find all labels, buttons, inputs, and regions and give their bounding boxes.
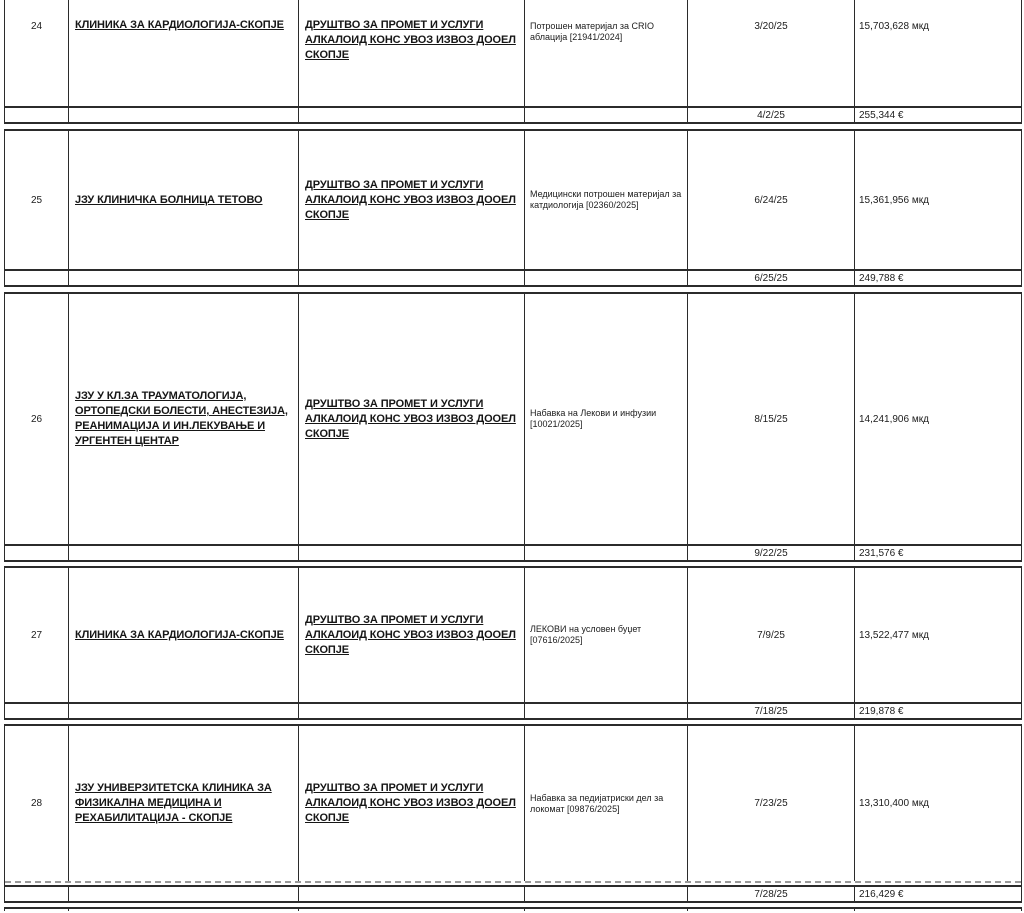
contract-date: 7/23/25: [688, 726, 855, 881]
institution-link[interactable]: ЈЗУ КЛИНИЧКА БОЛНИЦА ТЕТОВО: [75, 193, 263, 206]
empty-cell: [299, 887, 525, 901]
contract-main-row: [5, 726, 1021, 883]
row-number: 25: [5, 131, 69, 269]
empty-cell: [69, 909, 299, 911]
payment-date: 7/28/25: [688, 887, 855, 901]
row-number: 27: [5, 568, 69, 702]
empty-cell: [5, 704, 69, 718]
empty-cell: [688, 909, 855, 911]
row-number: 28: [5, 726, 69, 881]
company-link[interactable]: ДРУШТВО ЗА ПРОМЕТ И УСЛУГИ АЛКАЛОИД КОНС УВОЗ ИЗВОЗ ДООЕЛ СКОПЈЕ: [305, 613, 516, 656]
contract-amount-mkd: 15,361,956 мкд: [859, 194, 929, 206]
empty-cell: [855, 909, 1021, 911]
payment-date: 6/25/25: [688, 271, 855, 285]
institution-cell: [69, 726, 299, 881]
company-cell: [299, 294, 525, 544]
payment-amount-eur: 255,344 €: [859, 109, 904, 121]
table-row-block-partial: [4, 907, 1022, 911]
institution-cell: [69, 568, 299, 702]
company-link[interactable]: ДРУШТВО ЗА ПРОМЕТ И УСЛУГИ АЛКАЛОИД КОНС УВОЗ ИЗВОЗ ДООЕЛ СКОПЈЕ: [305, 19, 516, 61]
company-link[interactable]: ДРУШТВО ЗА ПРОМЕТ И УСЛУГИ АЛКАЛОИД КОНС УВОЗ ИЗВОЗ ДООЕЛ СКОПЈЕ: [305, 178, 516, 221]
contract-description: ЛЕКОВИ на условен буџет [07616/2025]: [525, 568, 688, 702]
contract-date: 3/20/25: [688, 0, 855, 106]
empty-cell: [299, 108, 525, 122]
contract-description: Медицински потрошен материјал за катдиологија [02360/2025]: [525, 131, 688, 269]
contract-main-row: [5, 909, 1021, 911]
contract-description: Потрошен материјал за CRIO аблација [21941/2024]: [525, 0, 688, 106]
company-cell: [299, 726, 525, 881]
empty-cell: [5, 909, 69, 911]
company-cell: [299, 0, 525, 106]
payment-amount-eur: 249,788 €: [859, 272, 904, 284]
empty-cell: [525, 704, 688, 718]
table-row-block: [4, 724, 1022, 903]
payment-date: 7/18/25: [688, 704, 855, 718]
payment-sub-row: [5, 106, 1021, 122]
empty-cell: [69, 887, 299, 901]
contract-description: Набавка на Лекови и инфузии [10021/2025]: [525, 294, 688, 544]
contract-main-row: [5, 0, 1021, 106]
institution-cell: [69, 131, 299, 269]
empty-cell: [299, 271, 525, 285]
institution-link[interactable]: ЈЗУ У КЛ.ЗА ТРАУМАТОЛОГИЈА, ОРТОПЕДСКИ БОЛЕСТИ, АНЕСТЕЗИЈА, РЕАНИМАЦИЈА И ИН.ЛЕКУВАЊЕ И УРГЕНТЕН ЦЕНТАР: [75, 390, 288, 447]
empty-cell: [525, 546, 688, 560]
empty-cell: [5, 546, 69, 560]
payment-amount-eur: 231,576 €: [859, 547, 904, 559]
company-link[interactable]: ДРУШТВО ЗА ПРОМЕТ И УСЛУГИ АЛКАЛОИД КОНС УВОЗ ИЗВОЗ ДООЕЛ СКОПЈЕ: [305, 397, 516, 440]
table-row-block: [4, 566, 1022, 720]
row-number: 24: [5, 0, 69, 106]
institution-link[interactable]: ЈЗУ УНИВЕРЗИТЕТСКА КЛИНИКА ЗА ФИЗИКАЛНА МЕДИЦИНА И РЕХАБИЛИТАЦИЈА - СКОПЈЕ: [75, 782, 272, 824]
payment-sub-row: [5, 544, 1021, 560]
empty-cell: [69, 546, 299, 560]
contract-date: 7/9/25: [688, 568, 855, 702]
contract-main-row: [5, 131, 1021, 269]
institution-cell: [69, 294, 299, 544]
empty-cell: [69, 108, 299, 122]
contract-description: Набавка за педијатриски дел за локомат [09876/2025]: [525, 726, 688, 881]
empty-cell: [525, 108, 688, 122]
empty-cell: [299, 909, 525, 911]
contract-amount-mkd: 15,703,628 мкд: [859, 21, 929, 32]
payment-sub-row: [5, 885, 1021, 901]
company-cell: [299, 568, 525, 702]
payment-amount-eur: 216,429 €: [859, 888, 904, 900]
contract-amount-mkd: 14,241,906 мкд: [859, 413, 929, 425]
empty-cell: [5, 108, 69, 122]
contract-amount-mkd: 13,522,477 мкд: [859, 629, 929, 641]
payment-sub-row: [5, 269, 1021, 285]
empty-cell: [69, 704, 299, 718]
contract-main-row: [5, 568, 1021, 702]
contract-date: 8/15/25: [688, 294, 855, 544]
empty-cell: [5, 887, 69, 901]
contract-date: 6/24/25: [688, 131, 855, 269]
payment-date: 9/22/25: [688, 546, 855, 560]
empty-cell: [299, 546, 525, 560]
company-link[interactable]: ДРУШТВО ЗА ПРОМЕТ И УСЛУГИ АЛКАЛОИД КОНС УВОЗ ИЗВОЗ ДООЕЛ СКОПЈЕ: [305, 782, 516, 824]
payment-sub-row: [5, 702, 1021, 718]
company-cell: [299, 131, 525, 269]
table-row-block: [4, 129, 1022, 287]
empty-cell: [299, 704, 525, 718]
table-row-block: [4, 292, 1022, 562]
payment-date: 4/2/25: [688, 108, 855, 122]
empty-cell: [525, 887, 688, 901]
contract-main-row: [5, 294, 1021, 544]
institution-link[interactable]: КЛИНИКА ЗА КАРДИОЛОГИЈА-СКОПЈЕ: [75, 19, 284, 31]
payment-amount-eur: 219,878 €: [859, 705, 904, 717]
table-row-block: [4, 0, 1022, 124]
institution-link[interactable]: КЛИНИКА ЗА КАРДИОЛОГИЈА-СКОПЈЕ: [75, 628, 284, 641]
contract-amount-mkd: 13,310,400 мкд: [859, 798, 929, 809]
empty-cell: [5, 271, 69, 285]
empty-cell: [69, 271, 299, 285]
row-number: 26: [5, 294, 69, 544]
empty-cell: [525, 271, 688, 285]
institution-cell: [69, 0, 299, 106]
empty-cell: [525, 909, 688, 911]
